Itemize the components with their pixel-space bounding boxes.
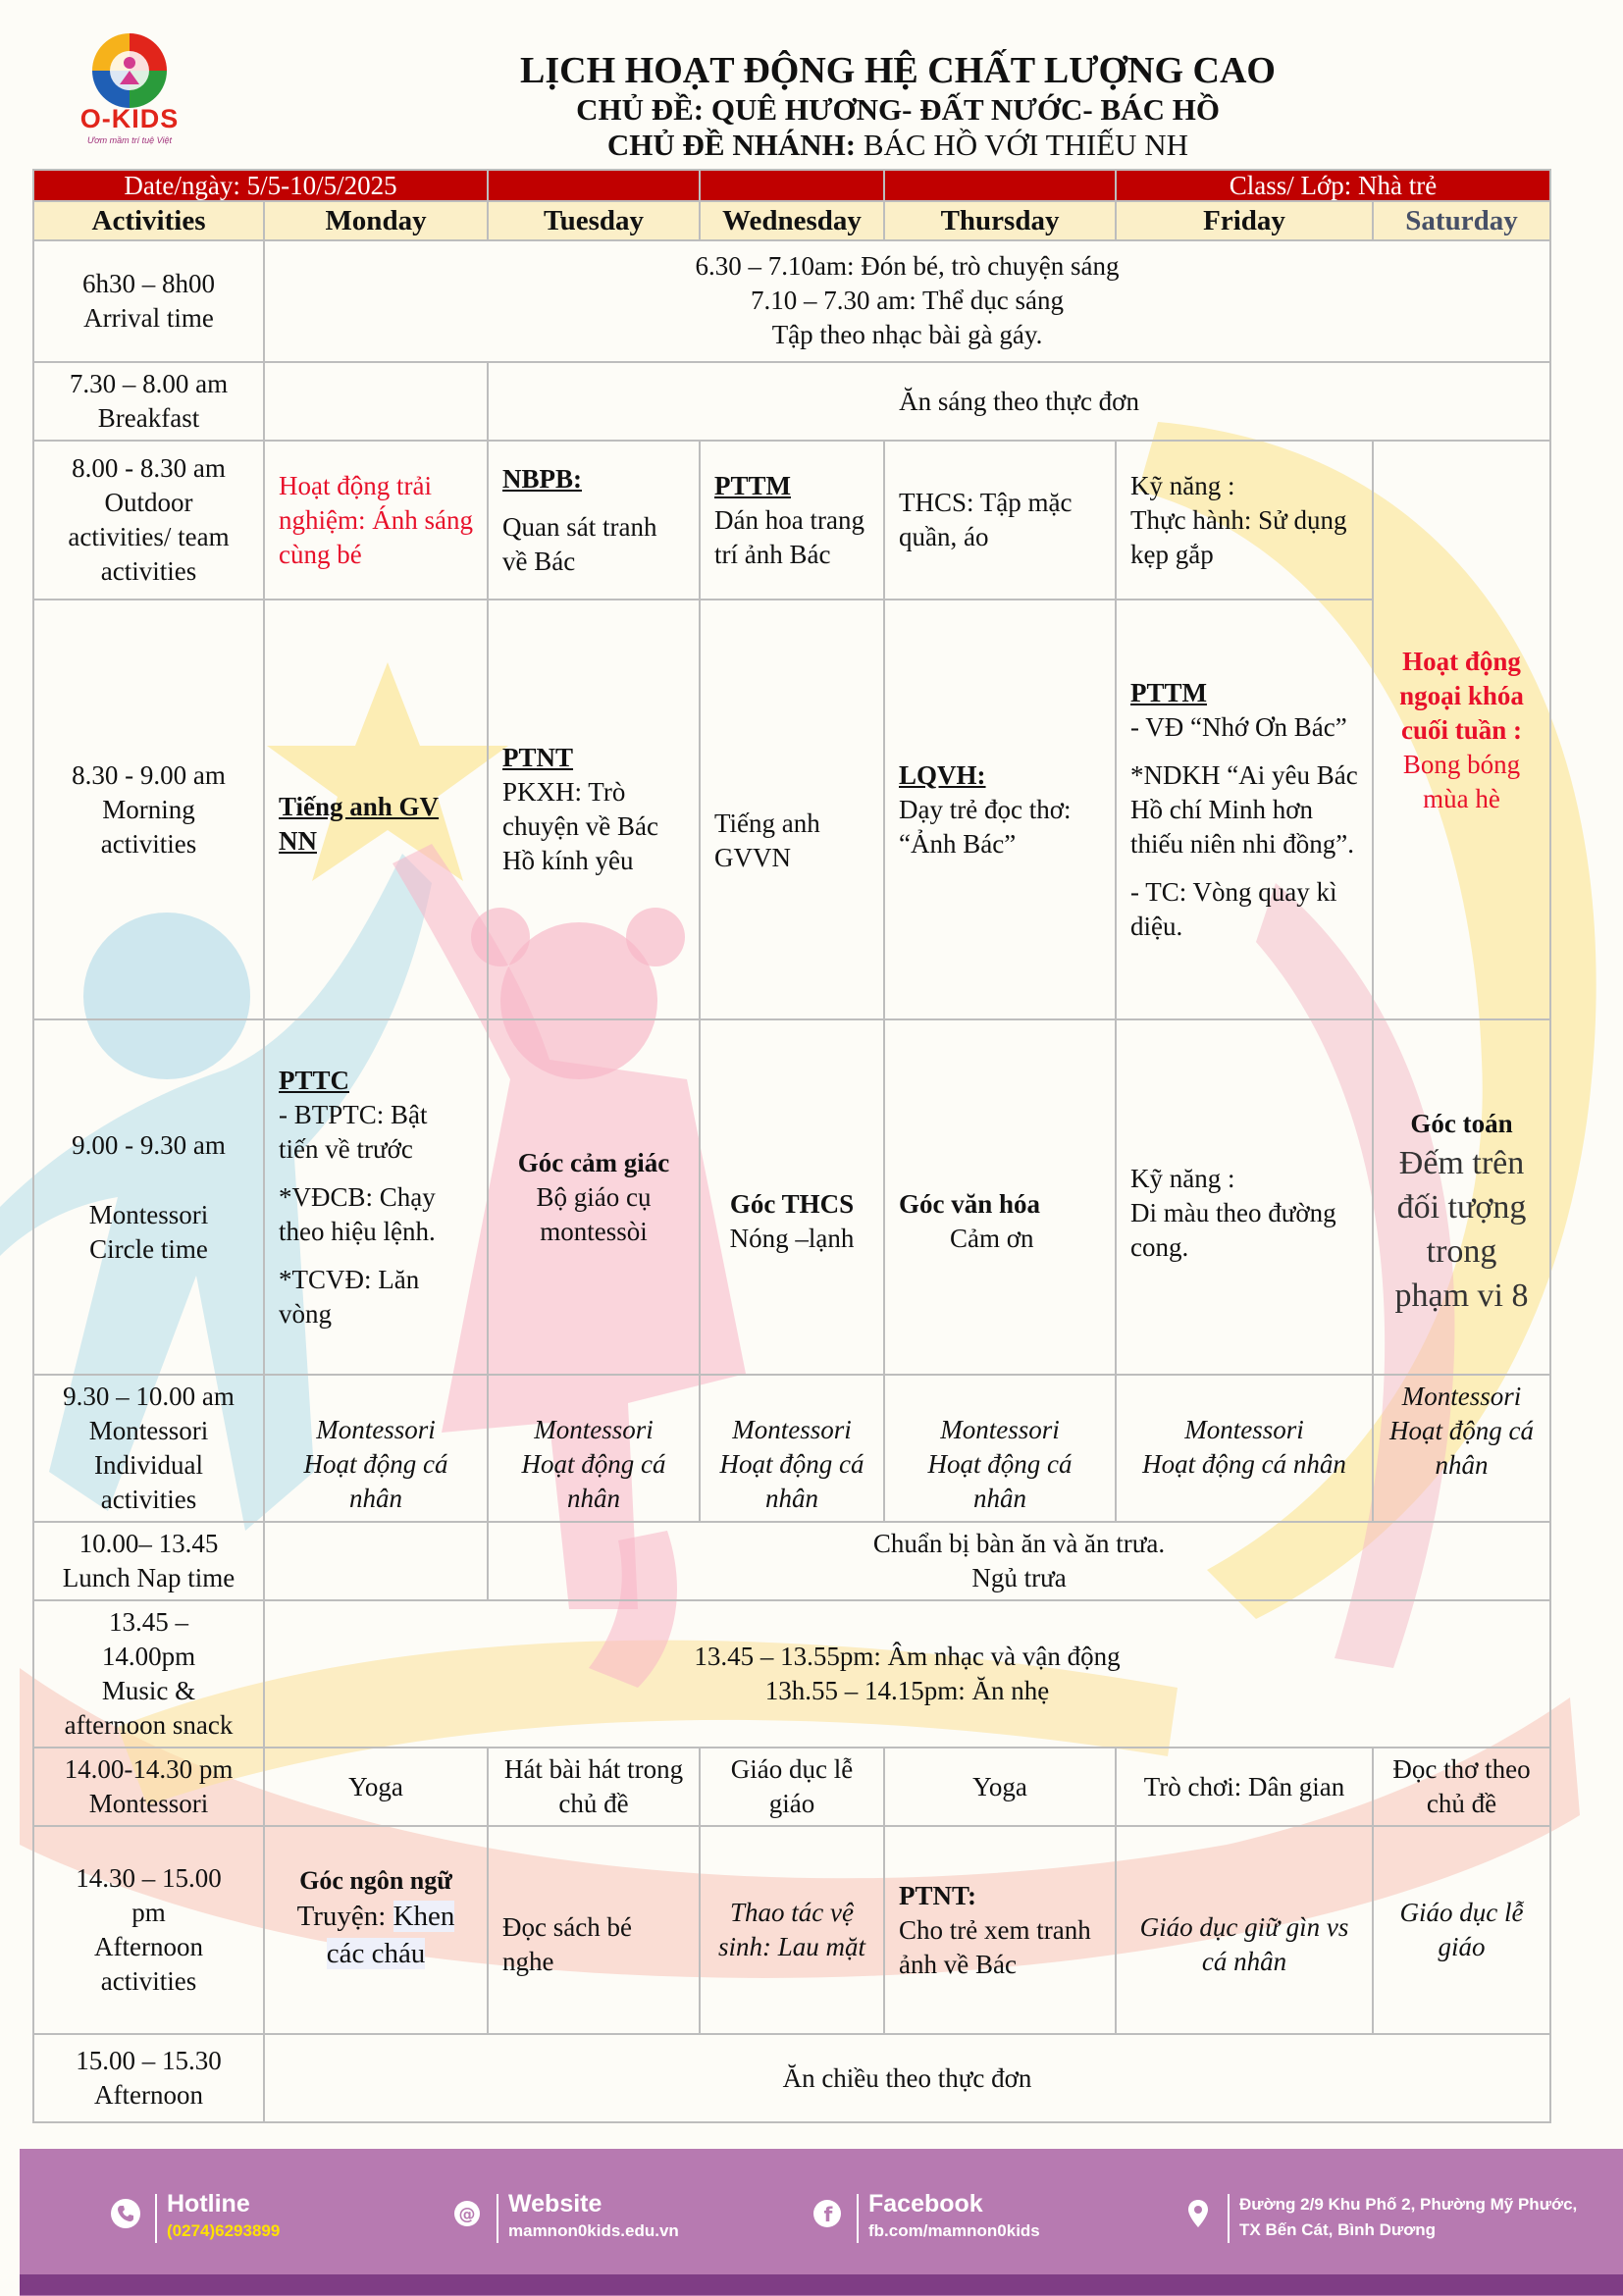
date-label: Date/ngày: 5/5-10/5/2025 — [33, 170, 488, 201]
time-cell — [33, 240, 264, 362]
tuesday-activity: Đọc sách bé nghe — [488, 1826, 700, 2034]
time-line: activities — [100, 828, 197, 859]
saturday-activity — [1373, 441, 1550, 1019]
time-line: 6h30 – 8h00 — [82, 269, 215, 298]
facebook-icon — [812, 2198, 843, 2229]
red-spacer — [700, 170, 884, 201]
activity-title: PTNT — [502, 743, 574, 772]
address-line: Đường 2/9 Khu Phố 2, Phường Mỹ Phước, — [1239, 2195, 1578, 2214]
table-row — [33, 1522, 1550, 1600]
table-row — [33, 1748, 1550, 1826]
thursday-activity — [884, 600, 1116, 1019]
table-row — [33, 1019, 1550, 1375]
friday-activity — [1116, 1019, 1373, 1375]
day-header: Saturday — [1373, 201, 1550, 240]
thursday-activity: Yoga — [884, 1748, 1116, 1826]
wednesday-activity: Tiếng anh GVVN — [700, 600, 884, 1019]
time-line: activities — [100, 1485, 197, 1514]
table-row — [33, 2034, 1550, 2122]
branch-value: BÁC HỒ VỚI THIẾU NH — [863, 128, 1189, 162]
friday-activity: Giáo dục giữ gìn vs cá nhân — [1116, 1826, 1373, 2034]
tuesday-activity — [488, 1019, 700, 1375]
thursday-activity — [884, 1019, 1116, 1375]
activity-title: PTTM — [1130, 677, 1208, 707]
saturday-activity — [1373, 1019, 1550, 1375]
facebook-label: Facebook — [868, 2190, 983, 2218]
svg-text:f: f — [823, 2203, 833, 2226]
activity-title: Góc cảm giác — [517, 1147, 670, 1177]
empty-cell — [264, 362, 488, 441]
divider — [497, 2194, 498, 2243]
time-cell — [33, 1600, 264, 1748]
table-row — [33, 362, 1550, 441]
merged-activity-cell — [264, 1600, 1550, 1748]
time-line: activities — [100, 1966, 197, 1996]
thursday-activity: THCS: Tập mặc quần, áo — [884, 441, 1116, 600]
time-cell — [33, 2034, 264, 2122]
time-cell — [33, 1826, 264, 2034]
table-row — [33, 1375, 1550, 1522]
activity-body: PKXH: Trò chuyện về Bác Hồ kính yêu — [502, 777, 658, 875]
time-line: 8.30 - 9.00 am — [72, 759, 226, 790]
activity-body: Di màu theo đường cong. — [1130, 1197, 1336, 1262]
time-line: Arrival time — [83, 303, 214, 333]
time-line: 8.00 - 8.30 am — [72, 453, 226, 483]
merged-activity-cell — [488, 1522, 1550, 1600]
time-cell — [33, 1019, 264, 1375]
saturday-activity: Giáo dục lễ giáo — [1373, 1826, 1550, 2034]
time-line: Lunch Nap time — [62, 1563, 236, 1592]
friday-activity — [1116, 441, 1373, 600]
page-title: LỊCH HOẠT ĐỘNG HỆ CHẤT LƯỢNG CAO — [520, 50, 1276, 91]
activity-body: Dán hoa trang trí ảnh Bác — [714, 504, 864, 569]
day-header: Thursday — [884, 201, 1116, 240]
merged-activity-cell: Ăn sáng theo thực đơn — [488, 362, 1550, 441]
time-line: 13.45 – — [109, 1607, 188, 1637]
time-line: 14.00pm — [101, 1642, 196, 1671]
website-label: Website — [508, 2190, 602, 2218]
time-line: Montessori — [88, 1789, 209, 1818]
activity-body: - TC: Vòng quay kì diệu. — [1130, 876, 1337, 941]
activity-body: Bộ giáo cụ montessòi — [536, 1181, 652, 1246]
time-line: Morning — [102, 794, 195, 824]
activity-title: Kỹ năng : — [1130, 1163, 1235, 1193]
activity-body: Đếm trên đối tượng trong phạm vi 8 — [1394, 1144, 1529, 1314]
days-header-row — [33, 201, 1550, 240]
time-line: pm — [131, 1898, 166, 1927]
wednesday-activity: Thao tác vệ sinh: Lau mặt — [700, 1826, 884, 2034]
activity-title: Montessori — [316, 1415, 436, 1444]
wednesday-activity — [700, 1375, 884, 1522]
time-cell — [33, 1522, 264, 1600]
monday-activity — [264, 1826, 488, 2034]
table-row — [33, 1826, 1550, 2034]
divider — [155, 2194, 157, 2243]
time-line: Individual — [94, 1450, 203, 1480]
time-cell — [33, 600, 264, 1019]
activity-title: PTNT: — [899, 1880, 977, 1910]
footer-strip — [20, 2274, 1623, 2295]
activity-body: Thực hành: Sử dụng kẹp gắp — [1130, 504, 1347, 569]
activity-title: Kỹ năng : — [1130, 470, 1235, 500]
svg-text:@: @ — [458, 2205, 476, 2224]
tuesday-activity — [488, 1375, 700, 1522]
activity-title: NBPB: — [502, 463, 583, 494]
activity-title: Góc ngôn ngữ — [299, 1866, 452, 1895]
page-subtitle: CHỦ ĐỀ: QUÊ HƯƠNG- ĐẤT NƯỚC- BÁC HỒ — [576, 92, 1220, 127]
tuesday-activity — [488, 441, 700, 600]
date-class-row — [33, 170, 1550, 201]
address-line: TX Bến Cát, Bình Dương — [1239, 2220, 1437, 2239]
divider — [857, 2194, 859, 2243]
monday-activity — [264, 600, 488, 1019]
time-line: activities — [100, 556, 197, 586]
activity-body: Hoạt động cá nhân — [1142, 1449, 1346, 1479]
monday-activity — [264, 1019, 488, 1375]
activity-title: Montessori — [1401, 1382, 1522, 1411]
tuesday-activity: Hát bài hát trong chủ đề — [488, 1748, 700, 1826]
thursday-activity — [884, 1375, 1116, 1522]
activity-body: *TCVĐ: Lăn vòng — [279, 1264, 420, 1329]
day-header: Activities — [33, 201, 264, 240]
activity-title: Góc toán — [1410, 1108, 1513, 1138]
activity-line: Ngủ trưa — [971, 1563, 1067, 1592]
divider — [1228, 2194, 1230, 2243]
website-value[interactable]: mamnon0kids.edu.vn — [508, 2221, 679, 2240]
time-line: Music & — [101, 1676, 196, 1705]
time-line: Afternoon — [94, 2080, 203, 2110]
activity-body: Hoạt động cá nhân — [1389, 1416, 1534, 1480]
time-cell — [33, 1375, 264, 1522]
logo-slogan: Ươm mầm trí tuệ Việt — [87, 135, 172, 145]
table-row — [33, 600, 1550, 1019]
activity-title: Montessori — [732, 1415, 852, 1444]
time-cell — [33, 362, 264, 441]
activity-body: *NDKH “Ai yêu Bác Hồ chí Minh hơn thiếu niên nhi đồng”. — [1130, 759, 1358, 859]
day-header: Tuesday — [488, 201, 700, 240]
hotline-value[interactable]: (0274)6293899 — [167, 2221, 281, 2240]
activity-title: Montessori — [1184, 1415, 1304, 1444]
friday-activity — [1116, 600, 1373, 1019]
activity-body: Truyện: — [296, 1901, 393, 1932]
activity-body: Nóng –lạnh — [729, 1224, 855, 1253]
time-line: 10.00– 13.45 — [79, 1529, 219, 1558]
saturday-activity — [1373, 1375, 1550, 1522]
at-sign-icon — [451, 2198, 483, 2229]
table-row — [33, 1600, 1550, 1748]
activity-line: 7.10 – 7.30 am: Thể dục sáng — [751, 285, 1064, 315]
activity-body: Hoạt động cá nhân — [719, 1449, 864, 1513]
activity-body: *VĐCB: Chạy theo hiệu lệnh. — [279, 1181, 436, 1246]
activity-title: Góc văn hóa — [899, 1189, 1041, 1219]
table-row — [33, 441, 1550, 600]
activity-body: Hoạt động cá nhân — [927, 1449, 1073, 1513]
day-header: Monday — [264, 201, 488, 240]
time-line: Montessori — [88, 1416, 209, 1445]
red-spacer — [488, 170, 700, 201]
friday-activity — [1116, 1375, 1373, 1522]
time-line: activities/ team — [68, 522, 230, 551]
time-line: 14.00-14.30 pm — [64, 1754, 234, 1784]
address-text — [1239, 2192, 1577, 2243]
activity-title: Montessori — [534, 1415, 654, 1444]
merged-activity-cell: Ăn chiều theo thực đơn — [264, 2034, 1550, 2122]
activity-body: - BTPTC: Bật tiến về trước — [279, 1099, 428, 1164]
time-line: 7.30 – 8.00 am — [69, 369, 229, 398]
time-line: 14.30 – 15.00 — [76, 1863, 222, 1893]
monday-activity: Hoạt động trải nghiệm: Ánh sáng cùng bé — [264, 441, 488, 600]
schedule-table — [32, 169, 1551, 2123]
activity-body: - VĐ “Nhớ Ơn Bác” — [1130, 711, 1347, 742]
activity-line: 13h.55 – 14.15pm: Ăn nhẹ — [764, 1676, 1050, 1705]
red-spacer — [884, 170, 1116, 201]
activity-title: Montessori — [940, 1415, 1060, 1444]
saturday-activity: Đọc thơ theo chủ đề — [1373, 1748, 1550, 1826]
header-titles — [294, 49, 1501, 163]
time-line: 15.00 – 15.30 — [76, 2046, 222, 2075]
activity-body: Quan sát tranh về Bác — [502, 511, 657, 576]
activity-body: Dạy trẻ đọc thơ: “Ảnh Bác” — [899, 794, 1072, 859]
time-line: Afternoon — [94, 1932, 203, 1961]
activity-body: Bong bóng mùa hè — [1402, 749, 1521, 813]
time-line: Outdoor — [104, 488, 193, 517]
activity-line: 13.45 – 13.55pm: Âm nhạc và vận động — [694, 1642, 1121, 1671]
activity-body: Hoạt động cá nhân — [521, 1449, 666, 1513]
thursday-activity — [884, 1826, 1116, 2034]
day-header: Friday — [1116, 201, 1373, 240]
time-line: Montessori — [88, 1199, 209, 1229]
time-line: afternoon snack — [64, 1710, 234, 1740]
hotline-label: Hotline — [167, 2190, 250, 2218]
friday-activity: Trò chơi: Dân gian — [1116, 1748, 1373, 1826]
time-cell — [33, 441, 264, 600]
time-line: 9.00 - 9.30 am — [72, 1129, 226, 1160]
merged-activity-cell — [264, 240, 1550, 362]
activity-title: Hoạt động ngoại khóa cuối tuần : — [1399, 646, 1524, 745]
activity-title: Tiếng anh GV NN — [279, 792, 440, 856]
time-cell — [33, 1748, 264, 1826]
empty-cell — [264, 1522, 488, 1600]
time-line: 9.30 – 10.00 am — [63, 1382, 235, 1411]
class-label: Class/ Lớp: Nhà trẻ — [1116, 170, 1550, 201]
location-pin-icon — [1182, 2198, 1214, 2229]
activity-body: Hoạt động cá nhân — [303, 1449, 448, 1513]
wednesday-activity — [700, 1019, 884, 1375]
activity-title: Góc THCS — [729, 1189, 855, 1219]
time-line: Breakfast — [97, 403, 200, 433]
activity-title: LQVH: — [899, 759, 986, 790]
tuesday-activity — [488, 600, 700, 1019]
wednesday-activity — [700, 441, 884, 600]
facebook-value[interactable]: fb.com/mamnon0kids — [868, 2221, 1040, 2240]
wednesday-activity: Giáo dục lễ giáo — [700, 1748, 884, 1826]
story-title: Khen các cháu — [326, 1901, 455, 1969]
activity-line: Chuẩn bị bàn ăn và ăn trưa. — [872, 1529, 1166, 1558]
activity-line: Tập theo nhạc bài gà gáy. — [771, 319, 1043, 349]
time-line: Circle time — [89, 1233, 208, 1264]
branch-label: CHỦ ĐỀ NHÁNH: — [606, 128, 857, 162]
phone-icon — [110, 2198, 141, 2229]
branch-topic — [294, 128, 1501, 163]
activity-line: 6.30 – 7.10am: Đón bé, trò chuyện sáng — [695, 250, 1120, 281]
monday-activity: Yoga — [264, 1748, 488, 1826]
activity-body: Cho trẻ xem tranh ảnh về Bác — [899, 1914, 1091, 1979]
table-row — [33, 240, 1550, 362]
activity-title: PTTM — [714, 470, 792, 500]
day-header: Wednesday — [700, 201, 884, 240]
monday-activity — [264, 1375, 488, 1522]
activity-body: Cảm ơn — [950, 1224, 1034, 1253]
logo-text: O-KIDS — [79, 104, 180, 133]
activity-title: PTTC — [279, 1065, 350, 1095]
